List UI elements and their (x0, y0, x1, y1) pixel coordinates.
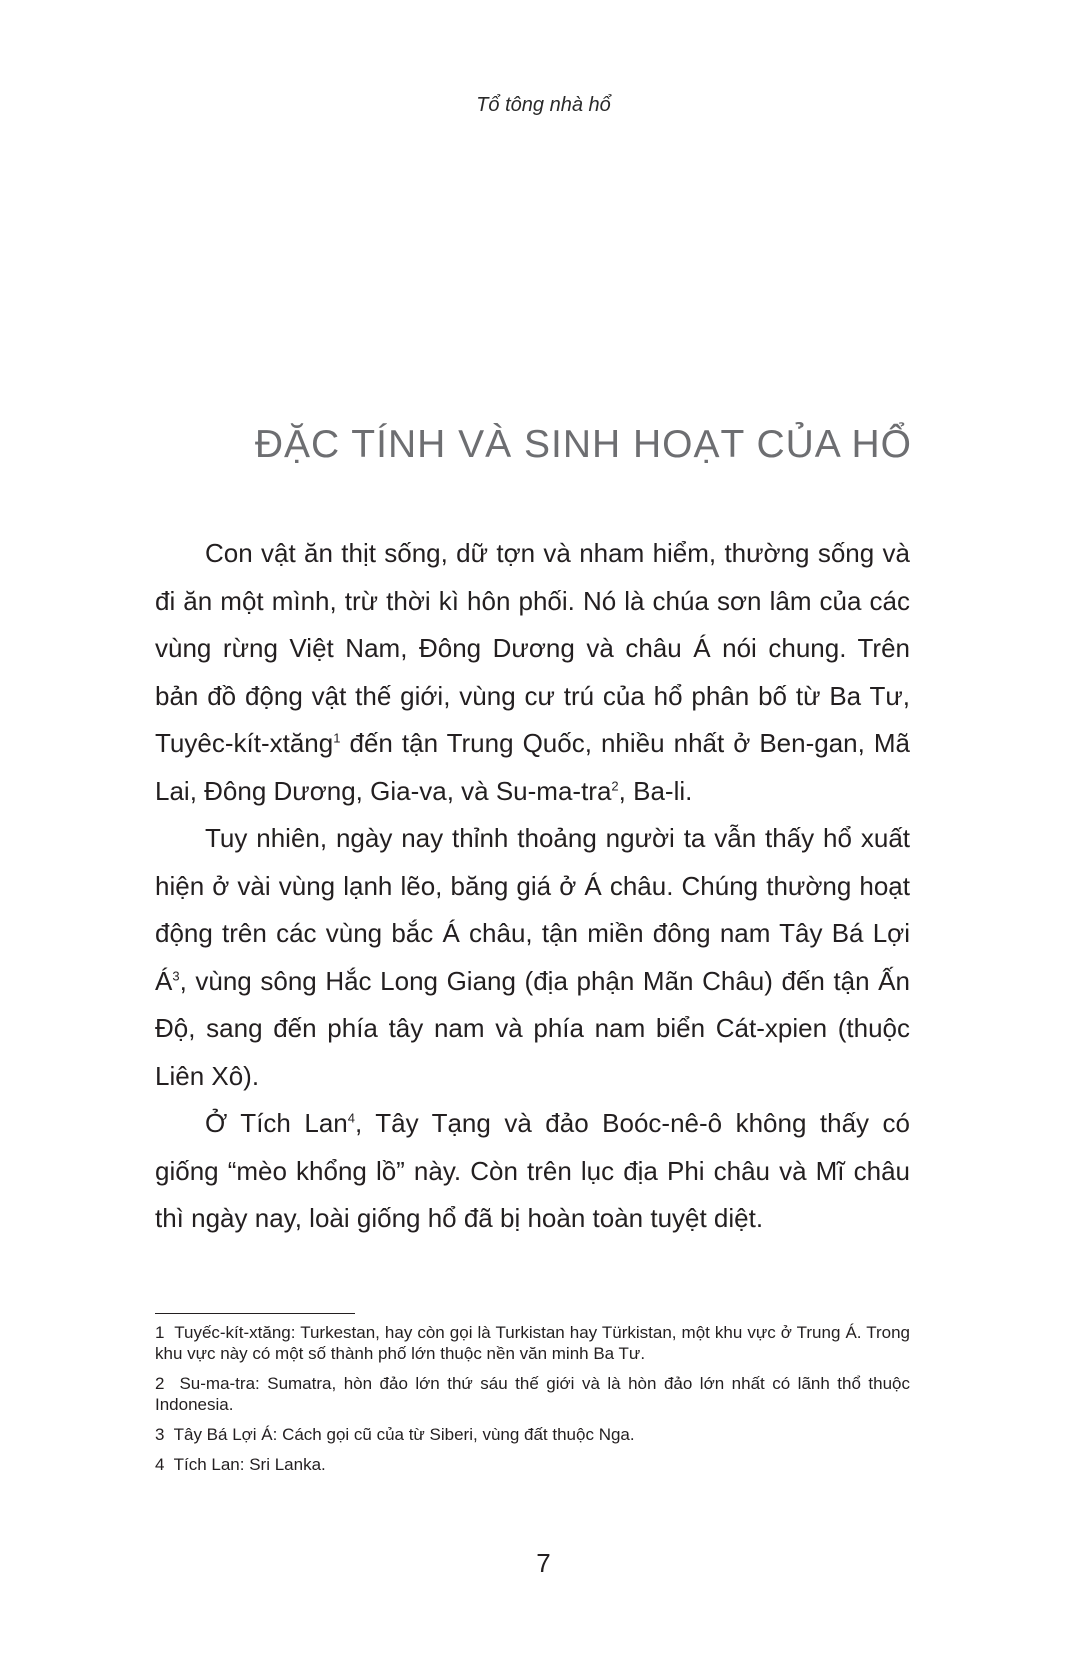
footnote-number: 1 (155, 1323, 165, 1342)
footnote (155, 1373, 910, 1415)
footnote-ref: 1 (333, 730, 341, 746)
footnote-ref: 3 (172, 967, 180, 983)
footnote-number: 2 (155, 1374, 165, 1393)
footnote (155, 1322, 910, 1364)
footnote (155, 1454, 910, 1475)
running-header: Tổ tông nhà hổ (476, 94, 611, 116)
chapter-title: ĐẶC TÍNH VÀ SINH HOẠT CỦA HỔ (254, 423, 912, 466)
paragraph-text: , Ba-li. (618, 775, 693, 806)
footnote-number: 4 (155, 1455, 165, 1474)
body-text (155, 530, 910, 1243)
footnote-ref: 2 (611, 777, 619, 793)
footnote-text: Su-ma-tra: Sumatra, hòn đảo lớn thứ sáu thế giới và là hòn đảo lớn nhất có lãnh thổ thuộc Indonesia. (155, 1374, 911, 1414)
paragraph-text: đến tận Trung Quốc, nhiều nhất ở Ben-gan, Mã Lai, Đông Dương, Gia-va, và Su-ma-tra (155, 728, 910, 806)
footnote-divider (155, 1313, 355, 1314)
footnote-text: Tuyếc-kít-xtăng: Turkestan, hay còn gọi là Turkistan hay Türkistan, một khu vực ở Trung Á. Trong khu vực này có một số thành phố lớn thuộc nền văn minh Ba Tư. (155, 1323, 911, 1363)
paragraph-text: Tuy nhiên, ngày nay thỉnh thoảng người ta vẫn thấy hổ xuất hiện ở vài vùng lạnh lẽo, băng giá ở Á châu. Chúng thường hoạt động trên các vùng bắc Á châu, tận miền đông nam Tây Bá Lợi Á (155, 823, 910, 996)
footnote-ref: 4 (347, 1110, 355, 1126)
paragraph-text: Ở Tích Lan (205, 1108, 348, 1138)
footnote-text: Tây Bá Lợi Á: Cách gọi cũ của từ Siberi, vùng đất thuộc Nga. (173, 1425, 635, 1444)
paragraph-text: , Tây Tạng và đảo Boóc-nê-ô không thấy có giống “mèo khổng lồ” này. Còn trên lục địa Phi châu và Mĩ châu thì ngày nay, loài giống hổ đã bị hoàn toàn tuyệt diệt. (155, 1108, 911, 1233)
page-number: 7 (536, 1548, 551, 1578)
paragraph-text: , vùng sông Hắc Long Giang (địa phận Mãn Châu) đến tận Ấn Độ, sang đến phía tây nam và phía nam biển Cát-xpien (thuộc Liên Xô). (155, 965, 910, 1091)
footnote-text: Tích Lan: Sri Lanka. (173, 1455, 326, 1474)
footnote (155, 1424, 910, 1445)
paragraph-text: Con vật ăn thịt sống, dữ tợn và nham hiểm, thường sống và đi ăn một mình, trừ thời kì hôn phối. Nó là chúa sơn lâm của các vùng rừng Việt Nam, Đông Dương và châu Á nói chung. Trên bản đồ động vật thế giới, vùng cư trú của hổ phân bố từ Ba Tư, Tuyêc-kít-xtăng (155, 538, 910, 758)
footnote-number: 3 (155, 1425, 165, 1444)
paragraph (155, 1100, 910, 1243)
paragraph (155, 530, 910, 815)
footnotes (155, 1322, 910, 1484)
paragraph (155, 815, 910, 1100)
